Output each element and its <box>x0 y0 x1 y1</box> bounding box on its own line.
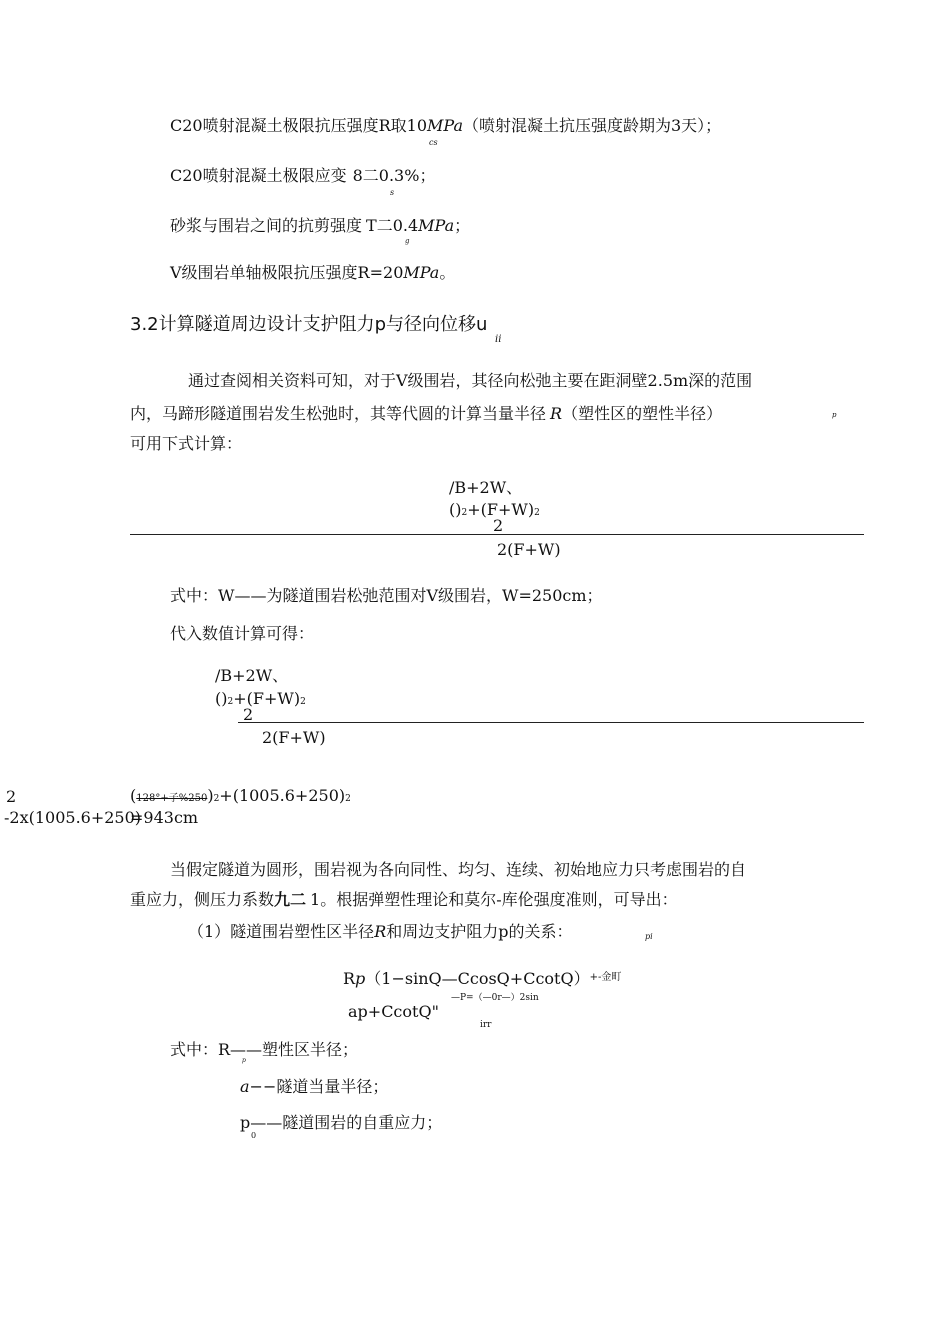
formula1-denominator: 2(F+W) <box>497 540 561 559</box>
paragraph-line <box>130 890 678 910</box>
unit-mpa: MPa <box>403 263 440 282</box>
formula4-bottom: ap+CcotQ" <box>348 1002 439 1021</box>
var-r: R <box>550 404 563 423</box>
param-line-shear-strength <box>170 216 470 236</box>
definition-r: 式中：R——塑性区半径； <box>170 1040 359 1059</box>
text: V级围岩单轴极限抗压强度R=20 <box>170 263 404 282</box>
text: 8二0.3%； <box>352 166 436 185</box>
definition-a <box>240 1077 388 1097</box>
formula3-result: =943cm <box>130 808 199 827</box>
text: C20喷射混凝土极限应变 <box>170 166 347 185</box>
formula2-numerator-line1: /B+2W、 <box>215 666 289 685</box>
text: （喷射混凝土抗压强度龄期为3天）； <box>462 116 722 135</box>
text: -2x(1005.6+250) <box>4 808 142 827</box>
superscript: +-金町 <box>589 972 622 983</box>
param-line-ultimate-strain <box>170 166 435 186</box>
var-a: a <box>240 1077 250 1096</box>
formula2-fraction-bar <box>238 722 864 723</box>
text: 和周边支护阻力p的关系： <box>386 922 573 941</box>
struck-text: 128°+子%250 <box>136 793 208 804</box>
superscript: 2 <box>300 697 306 707</box>
subscript-g: g <box>405 237 410 245</box>
formula3-left-top: 2 <box>6 787 17 806</box>
var-p: p <box>355 969 366 988</box>
superscript: 2 <box>213 794 220 804</box>
subscript-p: p <box>242 1057 246 1064</box>
superscript: 2 <box>534 508 540 518</box>
paragraph-line: 可用下式计算： <box>130 434 243 453</box>
formula1-numerator-line1: /B+2W、 <box>449 478 523 497</box>
text: ) <box>207 786 214 805</box>
formula4-mid: —P=（—0r—）2sin <box>451 993 539 1003</box>
section-heading: 3.2计算隧道周边设计支护阻力p与径向位移u <box>130 314 488 335</box>
formula2-numerator-line3: 2 <box>243 705 254 724</box>
text: ( <box>130 786 137 805</box>
superscript: 2 <box>461 508 468 518</box>
subscript-p: p <box>832 411 837 419</box>
subscript-cs: cs <box>429 138 438 147</box>
item1-line <box>188 922 572 942</box>
formula1-numerator-line3: 2 <box>493 516 504 535</box>
formula3-middle <box>130 786 351 809</box>
paragraph-line: 当假定隧道为圆形，围岩视为各向同性、均匀、连续、初始地应力只考虑围岩的自 <box>170 860 747 879</box>
subscript-0: 0 <box>251 1131 257 1140</box>
var-r: R <box>374 922 387 941</box>
param-line-compressive-strength <box>170 116 721 136</box>
symbol-text: 九二 <box>274 890 307 909</box>
text: （1）隧道围岩塑性区半径 <box>188 922 375 941</box>
text: ； <box>454 216 471 235</box>
superscript: 2 <box>345 794 351 804</box>
text: () <box>215 689 228 708</box>
text: 砂浆与围岩之间的抗剪强度 <box>170 216 363 235</box>
formula4-under: irr <box>480 1020 492 1030</box>
subscript-s: s <box>390 188 395 197</box>
text: +(1005.6+250) <box>219 786 346 805</box>
text: 重应力，侧压力系数 <box>130 890 275 909</box>
text: +(F+W) <box>467 500 535 519</box>
definition-p0: p——隧道围岩的自重应力； <box>240 1113 443 1132</box>
subscript-pi: pi <box>645 932 653 941</box>
unit-mpa: MPa <box>418 216 455 235</box>
unit-mpa: MPa <box>427 116 463 135</box>
text: T二0.4 <box>366 216 419 235</box>
heading-subscript: ii <box>495 334 502 345</box>
text: () <box>449 500 462 519</box>
text: 。 <box>439 263 456 282</box>
paragraph-line: 通过查阅相关资料可知，对于V级围岩，其径向松弛主要在距洞壁2.5m深的范围 <box>188 371 753 390</box>
text: （塑性区的塑性半径） <box>562 404 723 423</box>
formula2-numerator-line2 <box>215 689 306 712</box>
text: 1。根据弹塑性理论和莫尔-库伦强度准则，可导出： <box>310 890 678 909</box>
superscript: 2 <box>227 697 234 707</box>
text: （1−sinQ—CcosQ+CcotQ） <box>365 969 590 988</box>
formula3-left-bottom <box>4 808 141 828</box>
text: R <box>343 969 356 988</box>
formula4-top <box>343 968 621 989</box>
substitute-line: 代入数值计算可得： <box>170 624 315 643</box>
text: 内，马蹄形隧道围岩发生松弛时，其等代圆的计算当量半径 <box>130 404 547 423</box>
formula2-denominator: 2(F+W) <box>262 728 326 747</box>
text: +(F+W) <box>233 689 301 708</box>
text: −−隧道当量半径； <box>249 1077 389 1096</box>
paragraph-line <box>130 404 722 424</box>
formula1-fraction-bar <box>130 534 864 535</box>
where-clause: 式中：W——为隧道围岩松弛范围对V级围岩，W=250cm； <box>170 586 603 605</box>
param-line-rock-strength <box>170 263 455 283</box>
text: C20喷射混凝土极限抗压强度R取10 <box>170 116 428 135</box>
